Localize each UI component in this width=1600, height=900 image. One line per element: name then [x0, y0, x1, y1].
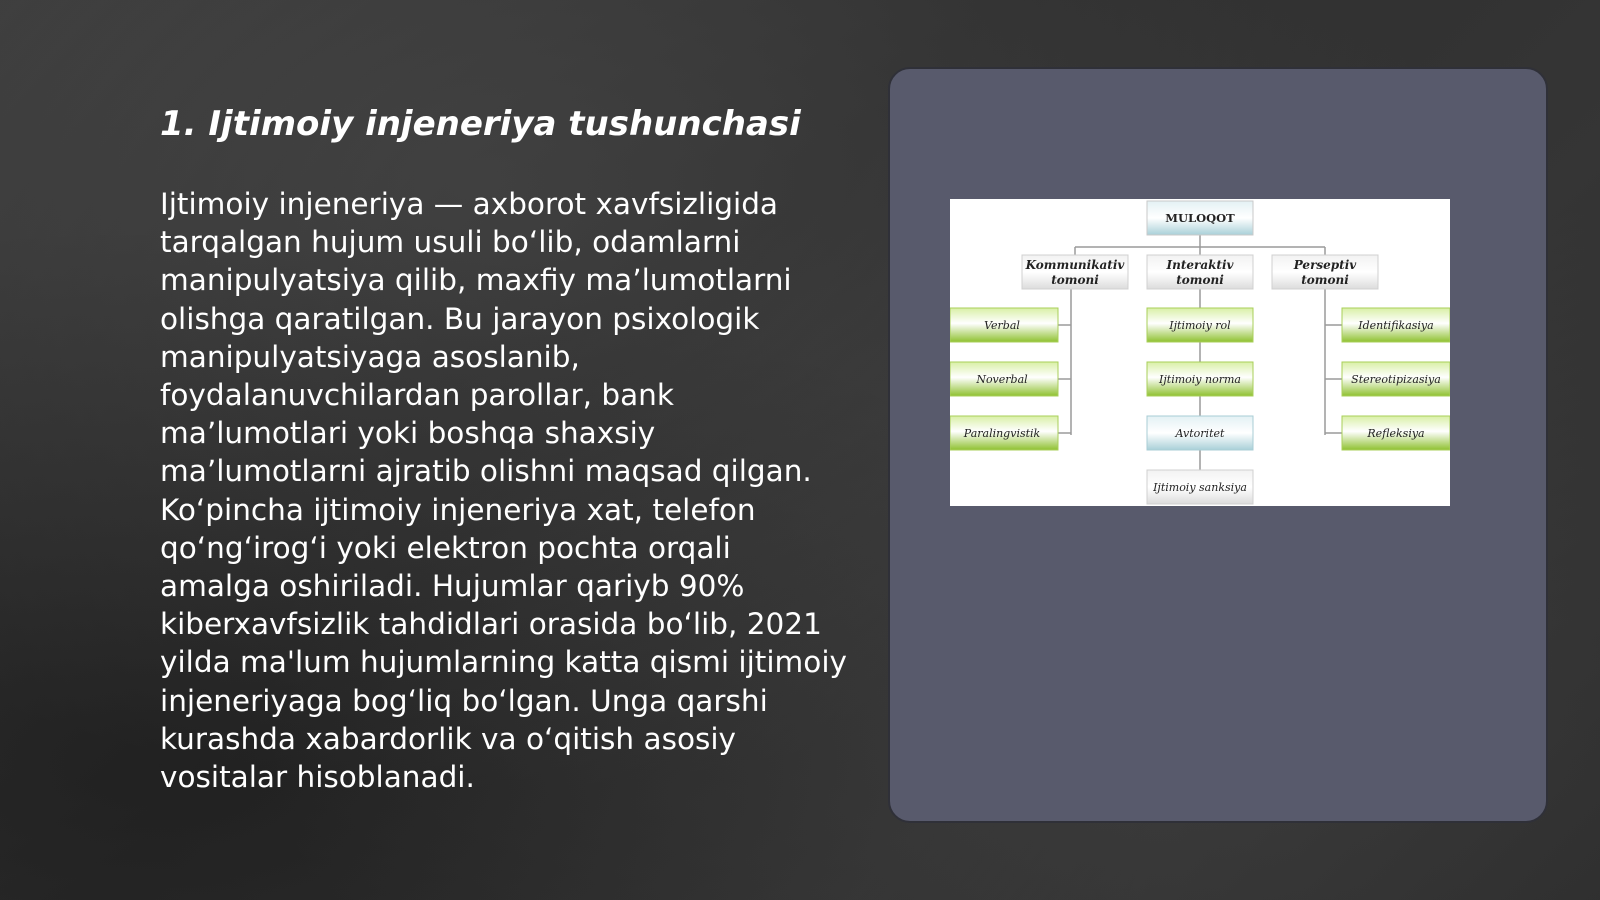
- branch-title-line1: Perseptiv: [1293, 258, 1357, 272]
- leaf-node-paralingvistik: [950, 416, 1058, 450]
- leaf-label: Verbal: [984, 319, 1020, 332]
- slide-title: 1. Ijtimoiy injeneriya tushunchasi: [160, 104, 801, 144]
- branch-title-line2: tomoni: [1176, 273, 1224, 287]
- slide-body-text: Ijtimoiy injeneriya — axborot xavfsizligida tarqalgan hujum usuli bo‘lib, odamlarni manipulyatsiya qilib, maxfiy ma’lumotlarni olishga qaratilgan. Bu jarayon psixologik manipulyatsiyaga asoslanib, foydalanuvchilardan parollar, bank ma’lumotlari yoki boshqa shaxsiy ma’lumotlarni ajratib olishni maqsad qilgan. Ko‘pincha ijtimoiy injeneriya xat, telefon qo‘ng‘irog‘i yoki elektron pochta orqali amalga oshiriladi. Hujumlar qariyb 90% kiberxavfsizlik tahdidlari orasida bo‘lib, 2021 yilda ma'lum hujumlarning katta qismi ijtimoiy injeneriyaga bog‘liq bo‘lgan. Unga qarshi kurashda xabardorlik va o‘qitish asosiy vositalar hisoblanadi.: [160, 187, 847, 795]
- leaf-node-refleksiya: [1342, 416, 1450, 450]
- branch-header-perseptiv: [1272, 255, 1378, 289]
- leaf-label: Ijtimoiy rol: [1169, 319, 1231, 332]
- leaf-node-stereotipizasiya: [1342, 362, 1450, 396]
- diagram-root-node: [1147, 201, 1253, 235]
- leaf-label: Paralingvistik: [963, 427, 1041, 440]
- branch-title-line2: tomoni: [1051, 273, 1099, 287]
- leaf-node-ijtimoiy-rol: [1147, 308, 1253, 342]
- leaf-node-noverbal: [950, 362, 1058, 396]
- branch-title-line1: Interaktiv: [1166, 258, 1234, 272]
- root-label: MULOQOT: [1165, 211, 1235, 225]
- leaf-label: Ijtimoiy sanksiya: [1153, 481, 1247, 494]
- branch-header-interaktiv: [1147, 255, 1253, 289]
- leaf-node-verbal: [950, 308, 1058, 342]
- leaf-node-ijtimoiy-sanksiya: [1147, 470, 1253, 504]
- branch-title-line2: tomoni: [1301, 273, 1349, 287]
- leaf-label: Refleksiya: [1367, 427, 1425, 440]
- branch-title-line1: Kommunikativ: [1025, 258, 1125, 272]
- leaf-node-identifikasiya: [1342, 308, 1450, 342]
- leaf-label: Identifikasiya: [1358, 319, 1434, 332]
- leaf-node-ijtimoiy-norma: [1147, 362, 1253, 396]
- leaf-node-avtoritet: [1147, 416, 1253, 450]
- leaf-label: Ijtimoiy norma: [1159, 373, 1241, 386]
- muloqot-diagram: [950, 199, 1450, 506]
- leaf-label: Noverbal: [976, 373, 1028, 386]
- branch-header-kommunikativ: [1022, 255, 1128, 289]
- leaf-label: Avtoritet: [1175, 427, 1225, 440]
- leaf-label: Stereotipizasiya: [1351, 373, 1441, 386]
